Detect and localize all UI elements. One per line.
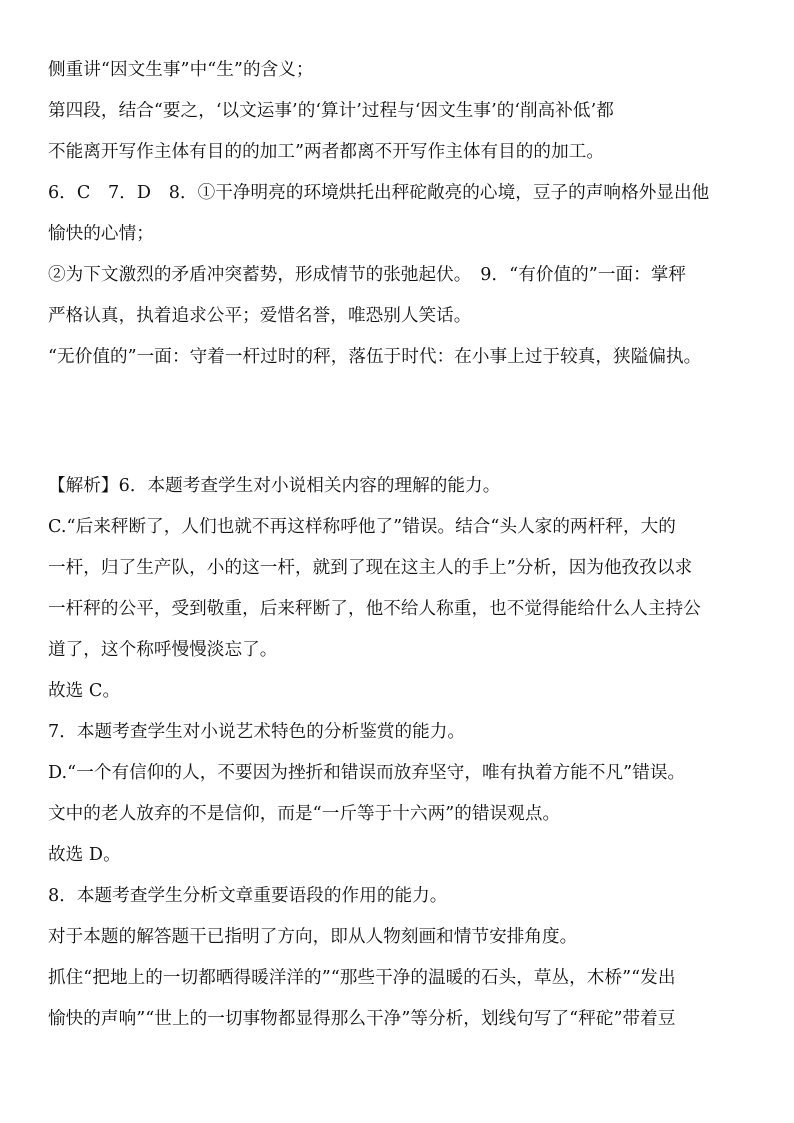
- text-line: 7．本题考查学生对小说艺术特色的分析鉴赏的能力。: [48, 722, 466, 742]
- text-line: “无价值的”一面：守着一杆过时的秤，落伍于时代：在小事上过于较真，狭隘偏执。: [48, 347, 702, 367]
- text-line: 一杆，归了生产队，小的这一杆，就到了现在这主人的手上”分析，因为他孜孜以求: [48, 558, 693, 578]
- text-line: C.“后来秤断了，人们也就不再这样称呼他了”错误。结合“头人家的两杆秤，大的: [48, 517, 676, 537]
- text-line: 第四段，结合“要之，‘以文运事’的‘算计’过程与‘因文生事’的‘削高补低’都: [48, 101, 614, 121]
- text-line: D.“一个有信仰的人，不要因为挫折和错误而放弃坚守，唯有执着方能不凡”错误。: [48, 763, 686, 783]
- text-line: 对于本题的解答题干已指明了方向，即从人物刻画和情节安排角度。: [48, 927, 578, 947]
- text-line: 文中的老人放弃的不是信仰，而是“一斤等于十六两”的错误观点。: [48, 804, 561, 824]
- text-line: 8．本题考查学生分析文章重要语段的作用的能力。: [48, 886, 448, 906]
- text-line: 【解析】6．本题考查学生对小说相关内容的理解的能力。: [48, 476, 501, 496]
- text-line: 不能离开写作主体有目的的加工”两者都离不开写作主体有目的的加工。: [48, 142, 605, 162]
- text-line: 6．C 7．D 8．①干净明亮的环境烘托出秤砣敞亮的心境，豆子的声响格外显出他: [48, 183, 710, 203]
- text-line: 一杆秤的公平，受到敬重，后来秤断了，他不给人称重，也不觉得能给什么人主持公: [48, 599, 701, 619]
- text-line: 道了，这个称呼慢慢淡忘了。: [48, 640, 278, 660]
- text-line: 严格认真，执着追求公平；爱惜名誉，唯恐别人笑话。: [48, 306, 472, 326]
- text-line: 故选 D。: [48, 845, 121, 865]
- text-line: 愉快的心情；: [48, 224, 154, 244]
- text-line: 愉快的声响”“世上的一切事物都显得那么干净”等分析，划线句写了“秤砣”带着豆: [48, 1009, 676, 1029]
- text-line: ②为下文激烈的矛盾冲突蓄势，形成情节的张弛起伏。 9．“有价值的”一面：掌秤: [48, 265, 687, 285]
- text-line: 侧重讲“因文生事”中“生”的含义；: [48, 60, 314, 80]
- text-line: 抓住“把地上的一切都晒得暖洋洋的”“那些干净的温暖的石头，草丛，木桥”“发出: [48, 968, 676, 988]
- text-line: 故选 C。: [48, 681, 121, 701]
